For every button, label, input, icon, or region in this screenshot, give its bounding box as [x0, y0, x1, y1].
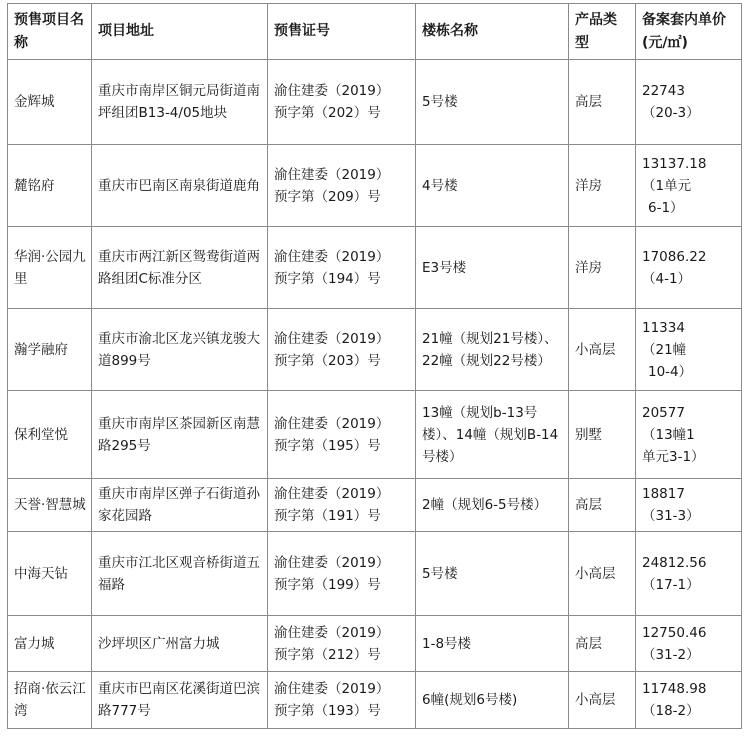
cell-project-name: 中海天钻: [8, 532, 92, 616]
cell-permit: 渝住建委（2019） 预字第（195）号: [268, 391, 416, 479]
cell-product-type: 别墅: [569, 391, 636, 479]
cell-address: 重庆市渝北区龙兴镇龙骏大道899号: [92, 309, 268, 391]
cell-product-type: 小高层: [569, 309, 636, 391]
cell-price: 12750.46 （31-2）: [636, 616, 742, 672]
cell-project-name: 金辉城: [8, 60, 92, 145]
cell-product-type: 高层: [569, 479, 636, 532]
cell-price: 11748.98 （18-2）: [636, 672, 742, 729]
cell-price: 18817 （31-3）: [636, 479, 742, 532]
header-building: 楼栋名称: [416, 4, 569, 60]
cell-building: 13幢（规划b-13号楼）、14幢（规划B-14号楼）: [416, 391, 569, 479]
table-row: [8, 479, 742, 532]
table-row: [8, 532, 742, 616]
cell-building: 2幢（规划6-5号楼）: [416, 479, 569, 532]
cell-permit: 渝住建委（2019） 预字第（194）号: [268, 227, 416, 309]
table-row: [8, 391, 742, 479]
header-address: 项目地址: [92, 4, 268, 60]
table-row: [8, 60, 742, 145]
header-project-name: 预售项目名称: [8, 4, 92, 60]
cell-price: 20577 （13幢1 单元3-1）: [636, 391, 742, 479]
cell-building: 4号楼: [416, 145, 569, 227]
cell-permit: 渝住建委（2019） 预字第（202）号: [268, 60, 416, 145]
cell-address: 重庆市南岸区茶园新区南慧路295号: [92, 391, 268, 479]
header-permit: 预售证号: [268, 4, 416, 60]
cell-permit: 渝住建委（2019） 预字第（199）号: [268, 532, 416, 616]
cell-address: 重庆市江北区观音桥街道五福路: [92, 532, 268, 616]
cell-price: 11334 （21幢 10-4）: [636, 309, 742, 391]
cell-address: 重庆市两江新区鸳鸯街道两路组团C标准分区: [92, 227, 268, 309]
presale-table-container: [7, 3, 742, 729]
cell-permit: 渝住建委（2019） 预字第（212）号: [268, 616, 416, 672]
header-product-type: 产品类型: [569, 4, 636, 60]
cell-project-name: 天誉·智慧城: [8, 479, 92, 532]
cell-permit: 渝住建委（2019） 预字第（191）号: [268, 479, 416, 532]
cell-address: 沙坪坝区广州富力城: [92, 616, 268, 672]
cell-building: 1-8号楼: [416, 616, 569, 672]
cell-price: 13137.18 （1单元 6-1）: [636, 145, 742, 227]
cell-permit: 渝住建委（2019） 预字第（193）号: [268, 672, 416, 729]
cell-building: 5号楼: [416, 60, 569, 145]
cell-project-name: 招商·依云江湾: [8, 672, 92, 729]
cell-project-name: 麓铭府: [8, 145, 92, 227]
cell-permit: 渝住建委（2019） 预字第（209）号: [268, 145, 416, 227]
table-row: [8, 227, 742, 309]
cell-price: 17086.22 （4-1）: [636, 227, 742, 309]
cell-address: 重庆市南岸区弹子石街道孙家花园路: [92, 479, 268, 532]
cell-building: 21幢（规划21号楼）、22幢（规划22号楼）: [416, 309, 569, 391]
cell-product-type: 小高层: [569, 672, 636, 729]
table-row: [8, 145, 742, 227]
cell-building: 5号楼: [416, 532, 569, 616]
cell-address: 重庆市南岸区铜元局街道南坪组团B13-4/05地块: [92, 60, 268, 145]
cell-product-type: 洋房: [569, 227, 636, 309]
cell-product-type: 高层: [569, 616, 636, 672]
table-row: [8, 309, 742, 391]
cell-product-type: 高层: [569, 60, 636, 145]
table-row: [8, 616, 742, 672]
cell-project-name: 保利堂悦: [8, 391, 92, 479]
cell-product-type: 洋房: [569, 145, 636, 227]
cell-address: 重庆市巴南区花溪街道巴滨路777号: [92, 672, 268, 729]
cell-project-name: 瀚学融府: [8, 309, 92, 391]
header-price: 备案套内单价(元/㎡): [636, 4, 742, 60]
cell-permit: 渝住建委（2019） 预字第（203）号: [268, 309, 416, 391]
cell-project-name: 华润·公园九里: [8, 227, 92, 309]
table-header-row: [8, 4, 742, 60]
cell-building: E3号楼: [416, 227, 569, 309]
cell-product-type: 小高层: [569, 532, 636, 616]
presale-table: [7, 3, 742, 729]
cell-price: 22743 （20-3）: [636, 60, 742, 145]
cell-building: 6幢(规划6号楼): [416, 672, 569, 729]
cell-price: 24812.56 （17-1）: [636, 532, 742, 616]
cell-project-name: 富力城: [8, 616, 92, 672]
cell-address: 重庆市巴南区南泉街道鹿角: [92, 145, 268, 227]
table-row: [8, 672, 742, 729]
